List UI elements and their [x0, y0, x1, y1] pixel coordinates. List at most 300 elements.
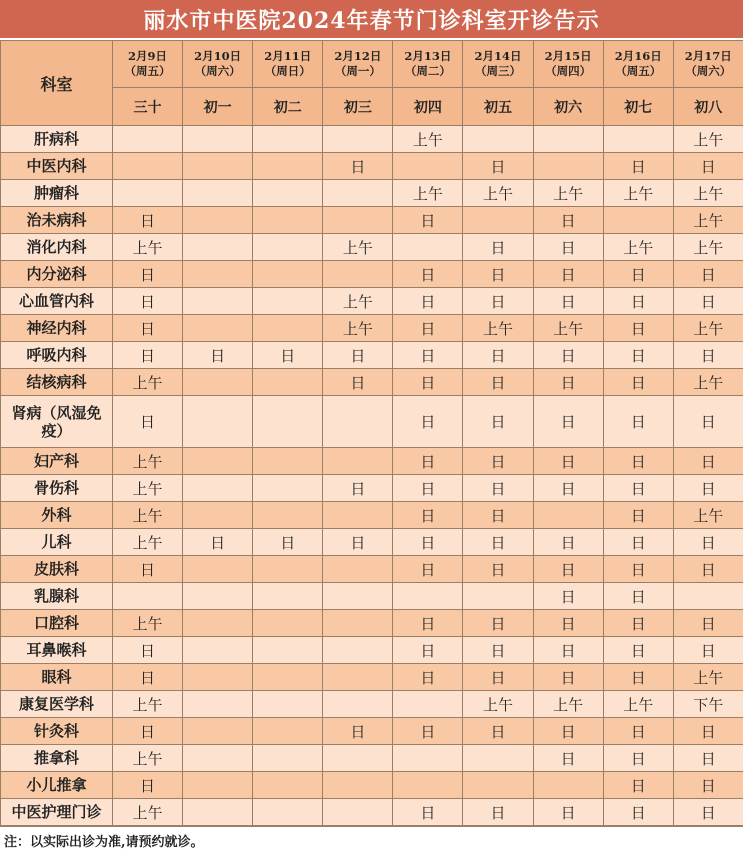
dept-name-cell: 治未病科 — [1, 207, 113, 234]
date-label: 2月15日 — [534, 49, 603, 64]
schedule-cell: 上午 — [113, 799, 183, 826]
schedule-cell — [183, 234, 253, 261]
schedule-cell: 日 — [113, 718, 183, 745]
schedule-cell: 日 — [463, 342, 533, 369]
schedule-cell: 日 — [463, 799, 533, 826]
date-header-row — [1, 41, 743, 88]
schedule-cell — [253, 153, 323, 180]
table-row — [1, 448, 743, 475]
dept-name-cell: 呼吸内科 — [1, 342, 113, 369]
schedule-cell — [183, 772, 253, 799]
schedule-cell — [253, 637, 323, 664]
schedule-cell: 日 — [603, 315, 673, 342]
dept-name-cell: 骨伤科 — [1, 475, 113, 502]
schedule-cell: 日 — [393, 288, 463, 315]
schedule-cell: 日 — [183, 342, 253, 369]
dept-name-cell: 中医护理门诊 — [1, 799, 113, 826]
schedule-cell — [183, 664, 253, 691]
schedule-cell: 日 — [323, 342, 393, 369]
table-row — [1, 342, 743, 369]
date-label: 2月12日 — [323, 49, 392, 64]
schedule-cell: 上午 — [673, 207, 743, 234]
schedule-cell — [253, 369, 323, 396]
dept-name-cell: 耳鼻喉科 — [1, 637, 113, 664]
schedule-cell — [393, 691, 463, 718]
schedule-cell — [253, 126, 323, 153]
schedule-cell: 上午 — [463, 691, 533, 718]
schedule-cell: 日 — [253, 529, 323, 556]
schedule-cell: 日 — [393, 396, 463, 448]
schedule-cell — [253, 718, 323, 745]
schedule-cell — [393, 153, 463, 180]
schedule-cell — [253, 745, 323, 772]
schedule-cell: 日 — [533, 556, 603, 583]
dept-name-cell: 内分泌科 — [1, 261, 113, 288]
table-row — [1, 288, 743, 315]
schedule-cell — [183, 396, 253, 448]
table-row — [1, 799, 743, 826]
schedule-cell: 上午 — [113, 691, 183, 718]
schedule-cell: 日 — [603, 529, 673, 556]
schedule-cell — [183, 691, 253, 718]
schedule-cell: 日 — [323, 153, 393, 180]
schedule-cell: 上午 — [673, 369, 743, 396]
weekday-label: （周一） — [323, 64, 392, 79]
lunar-date-cell: 初五 — [463, 88, 533, 126]
schedule-cell: 日 — [533, 234, 603, 261]
schedule-cell: 日 — [603, 396, 673, 448]
page-title: 丽水市中医院2024年春节门诊科室开诊告示 — [0, 0, 743, 40]
schedule-cell: 日 — [533, 288, 603, 315]
schedule-cell: 日 — [603, 369, 673, 396]
schedule-cell: 日 — [673, 529, 743, 556]
schedule-cell: 日 — [113, 315, 183, 342]
schedule-cell: 上午 — [113, 234, 183, 261]
schedule-cell: 上午 — [673, 180, 743, 207]
table-row — [1, 153, 743, 180]
schedule-cell: 日 — [463, 369, 533, 396]
schedule-cell: 日 — [533, 664, 603, 691]
schedule-cell: 日 — [603, 342, 673, 369]
schedule-cell: 日 — [183, 529, 253, 556]
schedule-cell: 日 — [533, 396, 603, 448]
schedule-cell — [253, 207, 323, 234]
schedule-cell: 日 — [673, 799, 743, 826]
schedule-cell: 日 — [533, 342, 603, 369]
schedule-cell: 日 — [393, 664, 463, 691]
schedule-cell: 日 — [673, 772, 743, 799]
schedule-cell — [183, 180, 253, 207]
schedule-cell — [183, 502, 253, 529]
schedule-cell: 日 — [533, 261, 603, 288]
footnote: 注：以实际出诊为准,请预约就诊。 — [0, 826, 743, 853]
schedule-cell: 上午 — [533, 315, 603, 342]
schedule-cell: 下午 — [673, 691, 743, 718]
dept-name-cell: 心血管内科 — [1, 288, 113, 315]
table-row — [1, 396, 743, 448]
weekday-label: （周日） — [253, 64, 322, 79]
schedule-cell — [183, 556, 253, 583]
schedule-cell: 日 — [673, 342, 743, 369]
schedule-cell — [253, 288, 323, 315]
lunar-date-cell: 初六 — [533, 88, 603, 126]
schedule-cell: 日 — [393, 342, 463, 369]
lunar-date-cell: 三十 — [113, 88, 183, 126]
schedule-cell: 上午 — [323, 234, 393, 261]
weekday-label: （周五） — [604, 64, 673, 79]
schedule-cell: 日 — [393, 448, 463, 475]
schedule-cell — [113, 153, 183, 180]
schedule-cell: 日 — [393, 315, 463, 342]
schedule-cell — [323, 610, 393, 637]
table-row — [1, 475, 743, 502]
schedule-cell: 日 — [463, 664, 533, 691]
date-header-cell — [393, 41, 463, 88]
schedule-cell: 日 — [393, 637, 463, 664]
schedule-cell: 日 — [603, 745, 673, 772]
schedule-cell — [183, 369, 253, 396]
schedule-cell — [393, 745, 463, 772]
schedule-table — [0, 40, 743, 826]
date-label: 2月13日 — [393, 49, 462, 64]
schedule-cell: 上午 — [603, 234, 673, 261]
schedule-cell: 日 — [673, 396, 743, 448]
schedule-cell: 上午 — [673, 315, 743, 342]
schedule-cell — [253, 475, 323, 502]
schedule-cell: 日 — [393, 529, 463, 556]
schedule-cell — [323, 556, 393, 583]
schedule-cell — [323, 772, 393, 799]
schedule-cell: 日 — [673, 261, 743, 288]
schedule-cell: 上午 — [393, 126, 463, 153]
schedule-cell: 日 — [113, 637, 183, 664]
dept-name-cell: 消化内科 — [1, 234, 113, 261]
date-label: 2月17日 — [674, 49, 743, 64]
schedule-cell: 日 — [533, 529, 603, 556]
schedule-cell: 上午 — [673, 126, 743, 153]
schedule-cell: 日 — [673, 556, 743, 583]
schedule-cell: 日 — [113, 772, 183, 799]
schedule-cell: 日 — [393, 475, 463, 502]
schedule-cell — [323, 396, 393, 448]
schedule-cell: 日 — [113, 288, 183, 315]
schedule-cell: 日 — [603, 583, 673, 610]
schedule-cell: 日 — [673, 475, 743, 502]
schedule-cell — [463, 126, 533, 153]
lunar-header-row — [1, 88, 743, 126]
schedule-cell — [393, 772, 463, 799]
table-row — [1, 315, 743, 342]
schedule-cell: 上午 — [113, 369, 183, 396]
schedule-cell: 上午 — [113, 610, 183, 637]
table-row — [1, 718, 743, 745]
schedule-cell — [183, 718, 253, 745]
schedule-cell: 日 — [673, 610, 743, 637]
dept-name-cell: 小儿推拿 — [1, 772, 113, 799]
dept-column-header: 科室 — [1, 41, 113, 126]
date-label: 2月14日 — [463, 49, 532, 64]
schedule-cell: 日 — [603, 772, 673, 799]
schedule-cell: 日 — [603, 448, 673, 475]
schedule-cell: 日 — [603, 664, 673, 691]
schedule-cell — [113, 180, 183, 207]
schedule-cell: 日 — [393, 556, 463, 583]
schedule-cell — [323, 745, 393, 772]
schedule-cell — [253, 556, 323, 583]
dept-name-cell: 儿科 — [1, 529, 113, 556]
schedule-cell — [183, 261, 253, 288]
schedule-cell: 日 — [603, 718, 673, 745]
schedule-cell: 日 — [603, 153, 673, 180]
schedule-cell — [323, 799, 393, 826]
table-row — [1, 207, 743, 234]
schedule-cell: 日 — [533, 718, 603, 745]
schedule-cell: 日 — [463, 718, 533, 745]
dept-name-cell: 结核病科 — [1, 369, 113, 396]
dept-name-cell: 口腔科 — [1, 610, 113, 637]
date-label: 2月16日 — [604, 49, 673, 64]
schedule-cell — [183, 207, 253, 234]
schedule-cell: 上午 — [603, 691, 673, 718]
schedule-cell: 日 — [253, 342, 323, 369]
weekday-label: （周三） — [463, 64, 532, 79]
schedule-cell — [183, 315, 253, 342]
schedule-cell: 日 — [533, 448, 603, 475]
schedule-cell: 日 — [603, 475, 673, 502]
schedule-cell: 日 — [673, 448, 743, 475]
schedule-cell: 上午 — [113, 745, 183, 772]
date-header-cell — [463, 41, 533, 88]
schedule-cell: 日 — [463, 153, 533, 180]
schedule-cell — [533, 126, 603, 153]
schedule-cell: 上午 — [463, 180, 533, 207]
schedule-cell: 上午 — [113, 502, 183, 529]
schedule-cell: 日 — [533, 610, 603, 637]
dept-name-cell: 推拿科 — [1, 745, 113, 772]
schedule-cell — [183, 799, 253, 826]
schedule-cell — [323, 207, 393, 234]
dept-name-cell: 神经内科 — [1, 315, 113, 342]
schedule-cell: 日 — [673, 718, 743, 745]
date-header-cell — [673, 41, 743, 88]
schedule-cell: 上午 — [323, 288, 393, 315]
schedule-cell: 日 — [463, 610, 533, 637]
schedule-cell — [183, 448, 253, 475]
schedule-cell: 日 — [603, 637, 673, 664]
dept-name-cell: 肝病科 — [1, 126, 113, 153]
schedule-cell: 日 — [113, 664, 183, 691]
table-row — [1, 745, 743, 772]
schedule-cell: 日 — [673, 637, 743, 664]
schedule-cell: 日 — [393, 799, 463, 826]
schedule-cell — [393, 583, 463, 610]
schedule-cell: 日 — [603, 288, 673, 315]
dept-name-cell: 眼科 — [1, 664, 113, 691]
schedule-cell — [603, 126, 673, 153]
date-header-cell — [113, 41, 183, 88]
schedule-cell: 日 — [603, 556, 673, 583]
table-row — [1, 261, 743, 288]
schedule-cell: 日 — [533, 207, 603, 234]
schedule-cell — [323, 180, 393, 207]
schedule-cell — [463, 583, 533, 610]
schedule-cell: 日 — [463, 448, 533, 475]
table-row — [1, 691, 743, 718]
schedule-cell — [113, 583, 183, 610]
date-header-cell — [533, 41, 603, 88]
schedule-cell — [183, 610, 253, 637]
schedule-cell: 上午 — [113, 475, 183, 502]
schedule-cell: 上午 — [393, 180, 463, 207]
dept-name-cell: 妇产科 — [1, 448, 113, 475]
schedule-cell — [253, 448, 323, 475]
schedule-cell: 日 — [463, 475, 533, 502]
table-row — [1, 369, 743, 396]
schedule-cell: 日 — [533, 369, 603, 396]
schedule-cell: 日 — [673, 745, 743, 772]
schedule-cell — [253, 664, 323, 691]
dept-name-cell: 乳腺科 — [1, 583, 113, 610]
schedule-cell: 上午 — [323, 315, 393, 342]
table-row — [1, 556, 743, 583]
schedule-cell: 日 — [393, 502, 463, 529]
schedule-cell — [323, 637, 393, 664]
table-row — [1, 637, 743, 664]
schedule-cell: 日 — [323, 529, 393, 556]
schedule-cell — [183, 153, 253, 180]
date-header-cell — [183, 41, 253, 88]
date-label: 2月9日 — [113, 49, 182, 64]
lunar-date-cell: 初四 — [393, 88, 463, 126]
schedule-cell: 日 — [323, 475, 393, 502]
lunar-date-cell: 初二 — [253, 88, 323, 126]
schedule-cell — [673, 583, 743, 610]
date-label: 2月11日 — [253, 49, 322, 64]
schedule-cell: 日 — [393, 369, 463, 396]
schedule-cell — [323, 126, 393, 153]
schedule-cell: 日 — [603, 502, 673, 529]
date-header-cell — [323, 41, 393, 88]
dept-name-cell: 皮肤科 — [1, 556, 113, 583]
schedule-cell: 上午 — [603, 180, 673, 207]
table-row — [1, 180, 743, 207]
schedule-cell: 日 — [463, 502, 533, 529]
date-header-cell — [603, 41, 673, 88]
lunar-date-cell: 初七 — [603, 88, 673, 126]
schedule-cell: 日 — [533, 637, 603, 664]
dept-name-cell: 康复医学科 — [1, 691, 113, 718]
schedule-cell — [463, 772, 533, 799]
schedule-cell — [533, 772, 603, 799]
schedule-cell: 上午 — [113, 448, 183, 475]
schedule-cell: 日 — [113, 556, 183, 583]
weekday-label: （周二） — [393, 64, 462, 79]
schedule-cell — [253, 315, 323, 342]
table-row — [1, 126, 743, 153]
weekday-label: （周四） — [534, 64, 603, 79]
schedule-cell — [323, 583, 393, 610]
schedule-cell: 日 — [533, 583, 603, 610]
schedule-cell: 日 — [113, 396, 183, 448]
schedule-cell — [323, 261, 393, 288]
schedule-cell: 日 — [533, 799, 603, 826]
schedule-cell: 日 — [393, 718, 463, 745]
schedule-cell: 日 — [393, 610, 463, 637]
schedule-cell: 日 — [113, 261, 183, 288]
schedule-cell: 日 — [113, 207, 183, 234]
schedule-cell: 日 — [393, 207, 463, 234]
weekday-label: （周五） — [113, 64, 182, 79]
lunar-date-cell: 初八 — [673, 88, 743, 126]
schedule-cell: 上午 — [463, 315, 533, 342]
schedule-cell — [533, 502, 603, 529]
lunar-date-cell: 初一 — [183, 88, 253, 126]
schedule-cell: 日 — [673, 288, 743, 315]
schedule-cell: 日 — [603, 261, 673, 288]
schedule-body — [1, 126, 743, 826]
schedule-cell: 日 — [463, 396, 533, 448]
table-row — [1, 502, 743, 529]
dept-name-cell: 肿瘤科 — [1, 180, 113, 207]
table-row — [1, 583, 743, 610]
schedule-cell — [323, 502, 393, 529]
schedule-cell: 日 — [463, 556, 533, 583]
table-row — [1, 529, 743, 556]
schedule-cell: 日 — [463, 637, 533, 664]
table-row — [1, 234, 743, 261]
schedule-cell — [253, 799, 323, 826]
schedule-cell — [113, 126, 183, 153]
schedule-cell: 日 — [533, 745, 603, 772]
schedule-cell: 日 — [533, 475, 603, 502]
schedule-cell: 日 — [463, 234, 533, 261]
schedule-cell: 日 — [113, 342, 183, 369]
weekday-label: （周六） — [674, 64, 743, 79]
schedule-cell: 日 — [673, 153, 743, 180]
schedule-cell — [183, 475, 253, 502]
schedule-cell — [253, 502, 323, 529]
schedule-cell — [253, 234, 323, 261]
weekday-label: （周六） — [183, 64, 252, 79]
table-row — [1, 664, 743, 691]
date-label: 2月10日 — [183, 49, 252, 64]
schedule-cell — [253, 396, 323, 448]
schedule-cell — [393, 234, 463, 261]
schedule-cell: 日 — [463, 288, 533, 315]
schedule-cell: 日 — [463, 261, 533, 288]
schedule-cell — [463, 745, 533, 772]
schedule-cell: 日 — [323, 369, 393, 396]
schedule-cell — [253, 583, 323, 610]
schedule-cell — [323, 691, 393, 718]
schedule-cell — [183, 126, 253, 153]
schedule-cell: 日 — [393, 261, 463, 288]
schedule-cell: 上午 — [113, 529, 183, 556]
dept-name-cell: 针灸科 — [1, 718, 113, 745]
schedule-cell — [533, 153, 603, 180]
schedule-cell — [183, 745, 253, 772]
schedule-cell — [253, 610, 323, 637]
schedule-cell — [463, 207, 533, 234]
schedule-cell: 日 — [463, 529, 533, 556]
schedule-cell — [253, 261, 323, 288]
schedule-cell — [253, 772, 323, 799]
schedule-cell: 上午 — [533, 691, 603, 718]
schedule-cell — [253, 691, 323, 718]
schedule-cell: 上午 — [673, 234, 743, 261]
schedule-cell: 上午 — [673, 664, 743, 691]
schedule-cell — [323, 664, 393, 691]
